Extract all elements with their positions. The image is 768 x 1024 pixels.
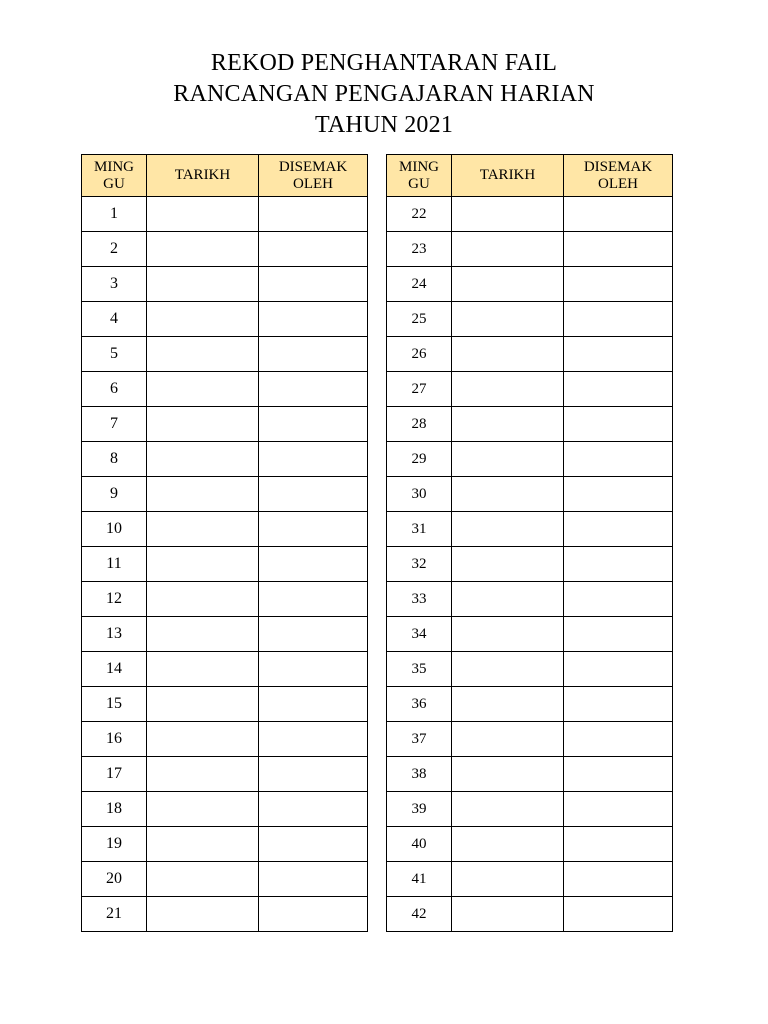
header-week-line2: GU: [103, 175, 125, 192]
date-cell[interactable]: [452, 652, 564, 687]
checked-by-cell[interactable]: [564, 652, 673, 687]
header-week: [387, 155, 452, 197]
checked-by-cell[interactable]: [259, 687, 368, 722]
date-cell[interactable]: [147, 757, 259, 792]
date-cell[interactable]: [452, 477, 564, 512]
table-row: [387, 652, 673, 687]
checked-by-cell[interactable]: [259, 232, 368, 267]
date-cell[interactable]: [147, 232, 259, 267]
checked-by-cell[interactable]: [259, 477, 368, 512]
week-number-cell: 20: [82, 862, 147, 897]
table-row: [387, 582, 673, 617]
table-row: [387, 372, 673, 407]
checked-by-cell[interactable]: [564, 337, 673, 372]
checked-by-cell[interactable]: [564, 197, 673, 232]
date-cell[interactable]: [147, 722, 259, 757]
checked-by-cell[interactable]: [564, 757, 673, 792]
week-number-cell: 37: [387, 722, 452, 757]
date-cell[interactable]: [452, 372, 564, 407]
checked-by-cell[interactable]: [564, 582, 673, 617]
table-row: [82, 617, 368, 652]
title-line-2: RANCANGAN PENGAJARAN HARIAN: [173, 81, 595, 107]
week-number-cell: 31: [387, 512, 452, 547]
week-number-cell: 2: [82, 232, 147, 267]
date-cell[interactable]: [452, 827, 564, 862]
week-number-cell: 21: [82, 897, 147, 932]
date-cell[interactable]: [452, 897, 564, 932]
header-checked-by: [259, 155, 368, 197]
week-number-cell: 19: [82, 827, 147, 862]
table-row: [82, 232, 368, 267]
date-cell[interactable]: [147, 827, 259, 862]
week-number-cell: 26: [387, 337, 452, 372]
checked-by-cell[interactable]: [259, 442, 368, 477]
table-row: [387, 897, 673, 932]
week-number-cell: 5: [82, 337, 147, 372]
table-row: [82, 757, 368, 792]
table-row: [82, 547, 368, 582]
checked-by-cell[interactable]: [259, 337, 368, 372]
record-table-left: [81, 154, 368, 932]
date-cell[interactable]: [452, 442, 564, 477]
date-cell[interactable]: [452, 512, 564, 547]
week-number-cell: 3: [82, 267, 147, 302]
date-cell[interactable]: [452, 792, 564, 827]
date-cell[interactable]: [452, 757, 564, 792]
table-row: [387, 407, 673, 442]
date-cell[interactable]: [147, 687, 259, 722]
date-cell[interactable]: [147, 197, 259, 232]
table-row: [387, 862, 673, 897]
table-row: [82, 652, 368, 687]
table-row: [387, 792, 673, 827]
checked-by-cell[interactable]: [564, 897, 673, 932]
date-cell[interactable]: [147, 337, 259, 372]
checked-by-cell[interactable]: [564, 372, 673, 407]
table-row: [82, 477, 368, 512]
date-cell[interactable]: [452, 407, 564, 442]
week-number-cell: 30: [387, 477, 452, 512]
table-row: [82, 897, 368, 932]
date-cell[interactable]: [452, 302, 564, 337]
table-row: [82, 582, 368, 617]
week-number-cell: 17: [82, 757, 147, 792]
week-number-cell: 39: [387, 792, 452, 827]
checked-by-cell[interactable]: [259, 372, 368, 407]
date-cell[interactable]: [147, 267, 259, 302]
checked-by-cell[interactable]: [259, 792, 368, 827]
week-number-cell: 9: [82, 477, 147, 512]
table-row: [387, 477, 673, 512]
header-date: TARIKH: [147, 155, 259, 197]
table-row: [82, 197, 368, 232]
date-cell[interactable]: [147, 512, 259, 547]
week-number-cell: 25: [387, 302, 452, 337]
checked-by-cell[interactable]: [259, 197, 368, 232]
table-row: [387, 442, 673, 477]
header-row: [387, 155, 673, 197]
date-cell[interactable]: [452, 547, 564, 582]
week-number-cell: 33: [387, 582, 452, 617]
table-row: [82, 862, 368, 897]
week-number-cell: 28: [387, 407, 452, 442]
checked-by-cell[interactable]: [259, 617, 368, 652]
table-row: [387, 617, 673, 652]
date-cell[interactable]: [452, 862, 564, 897]
date-cell[interactable]: [147, 582, 259, 617]
checked-by-cell[interactable]: [564, 862, 673, 897]
table-row: [387, 232, 673, 267]
header-checked-line1: DISEMAK: [278, 158, 348, 175]
checked-by-cell[interactable]: [259, 407, 368, 442]
checked-by-cell[interactable]: [564, 442, 673, 477]
week-number-cell: 42: [387, 897, 452, 932]
checked-by-cell[interactable]: [259, 582, 368, 617]
date-cell[interactable]: [147, 477, 259, 512]
checked-by-cell[interactable]: [259, 757, 368, 792]
date-cell[interactable]: [147, 792, 259, 827]
date-cell[interactable]: [452, 722, 564, 757]
date-cell[interactable]: [147, 617, 259, 652]
table-row: [387, 302, 673, 337]
table-row: [387, 267, 673, 302]
week-number-cell: 15: [82, 687, 147, 722]
checked-by-cell[interactable]: [564, 512, 673, 547]
table-row: [387, 827, 673, 862]
week-number-cell: 13: [82, 617, 147, 652]
week-number-cell: 23: [387, 232, 452, 267]
header-week: [82, 155, 147, 197]
table-row: [82, 722, 368, 757]
table-row: [82, 792, 368, 827]
header-checked-line2: OLEH: [598, 175, 638, 192]
week-number-cell: 36: [387, 687, 452, 722]
header-checked-by: [564, 155, 673, 197]
checked-by-cell[interactable]: [259, 862, 368, 897]
table-row: [387, 687, 673, 722]
header-week-line1: MING: [399, 158, 439, 175]
title-line-3: TAHUN 2021: [314, 112, 454, 138]
week-number-cell: 35: [387, 652, 452, 687]
left-table-body: [82, 197, 368, 932]
date-cell[interactable]: [452, 617, 564, 652]
header-checked-line2: OLEH: [293, 175, 333, 192]
checked-by-cell[interactable]: [564, 267, 673, 302]
checked-by-cell[interactable]: [564, 792, 673, 827]
checked-by-cell[interactable]: [259, 722, 368, 757]
checked-by-cell[interactable]: [564, 547, 673, 582]
week-number-cell: 16: [82, 722, 147, 757]
date-cell[interactable]: [452, 232, 564, 267]
table-row: [82, 267, 368, 302]
table-row: [82, 302, 368, 337]
week-number-cell: 40: [387, 827, 452, 862]
checked-by-cell[interactable]: [564, 232, 673, 267]
date-cell[interactable]: [147, 442, 259, 477]
week-number-cell: 8: [82, 442, 147, 477]
table-row: [82, 687, 368, 722]
table-row: [82, 442, 368, 477]
table-row: [387, 757, 673, 792]
checked-by-cell[interactable]: [259, 267, 368, 302]
date-cell[interactable]: [452, 197, 564, 232]
header-week-line2: GU: [408, 175, 430, 192]
week-number-cell: 24: [387, 267, 452, 302]
checked-by-cell[interactable]: [564, 722, 673, 757]
week-number-cell: 34: [387, 617, 452, 652]
header-row: [82, 155, 368, 197]
checked-by-cell[interactable]: [564, 302, 673, 337]
week-number-cell: 41: [387, 862, 452, 897]
checked-by-cell[interactable]: [564, 407, 673, 442]
week-number-cell: 1: [82, 197, 147, 232]
date-cell[interactable]: [147, 862, 259, 897]
date-cell[interactable]: [147, 302, 259, 337]
table-row: [82, 827, 368, 862]
date-cell[interactable]: [147, 407, 259, 442]
table-row: [82, 512, 368, 547]
week-number-cell: 14: [82, 652, 147, 687]
table-row: [82, 372, 368, 407]
header-date: TARIKH: [452, 155, 564, 197]
date-cell[interactable]: [452, 267, 564, 302]
week-number-cell: 18: [82, 792, 147, 827]
table-row: [82, 337, 368, 372]
table-row: [387, 512, 673, 547]
table-row: [387, 547, 673, 582]
record-table-right: [386, 154, 673, 932]
right-table-body: [387, 197, 673, 932]
date-cell[interactable]: [452, 687, 564, 722]
date-cell[interactable]: [147, 372, 259, 407]
table-row: [82, 407, 368, 442]
week-number-cell: 11: [82, 547, 147, 582]
checked-by-cell[interactable]: [564, 687, 673, 722]
week-number-cell: 7: [82, 407, 147, 442]
checked-by-cell[interactable]: [259, 512, 368, 547]
checked-by-cell[interactable]: [259, 652, 368, 687]
checked-by-cell[interactable]: [564, 617, 673, 652]
week-number-cell: 4: [82, 302, 147, 337]
checked-by-cell[interactable]: [259, 897, 368, 932]
checked-by-cell[interactable]: [259, 827, 368, 862]
date-cell[interactable]: [147, 652, 259, 687]
date-cell[interactable]: [452, 582, 564, 617]
week-number-cell: 6: [82, 372, 147, 407]
header-checked-line1: DISEMAK: [583, 158, 653, 175]
week-number-cell: 10: [82, 512, 147, 547]
document-title: [0, 48, 768, 141]
week-number-cell: 22: [387, 197, 452, 232]
title-line-1: REKOD PENGHANTARAN FAIL: [210, 50, 558, 76]
checked-by-cell[interactable]: [259, 302, 368, 337]
table-row: [387, 197, 673, 232]
week-number-cell: 27: [387, 372, 452, 407]
checked-by-cell[interactable]: [259, 547, 368, 582]
table-row: [387, 337, 673, 372]
week-number-cell: 12: [82, 582, 147, 617]
header-week-line1: MING: [94, 158, 134, 175]
table-row: [387, 722, 673, 757]
checked-by-cell[interactable]: [564, 827, 673, 862]
week-number-cell: 32: [387, 547, 452, 582]
week-number-cell: 29: [387, 442, 452, 477]
checked-by-cell[interactable]: [564, 477, 673, 512]
date-cell[interactable]: [452, 337, 564, 372]
week-number-cell: 38: [387, 757, 452, 792]
date-cell[interactable]: [147, 547, 259, 582]
date-cell[interactable]: [147, 897, 259, 932]
